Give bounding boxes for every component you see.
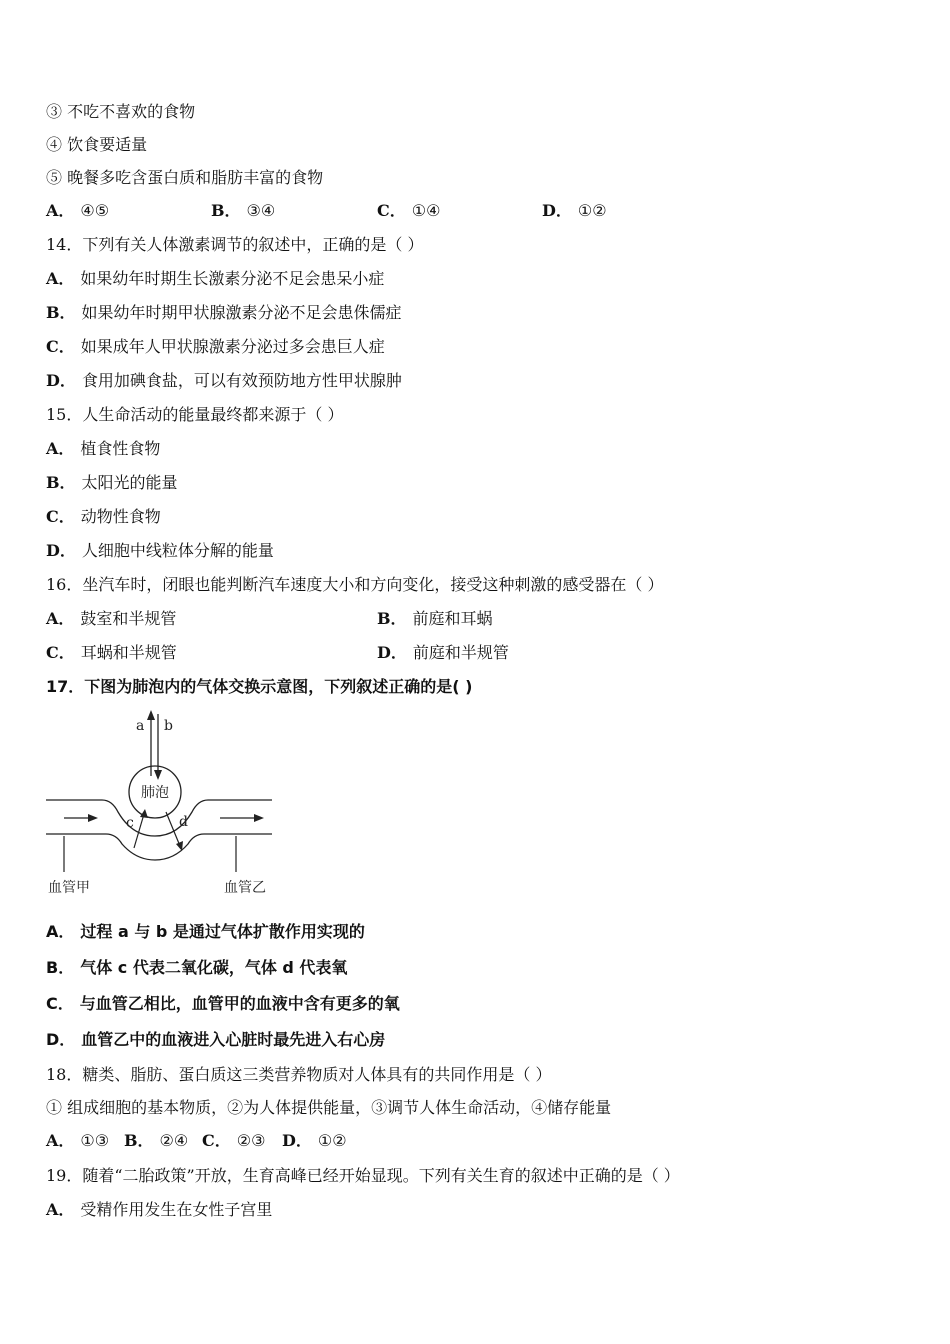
arrow-b-head bbox=[154, 770, 162, 780]
statement-4: ④ 饮食要适量 bbox=[46, 135, 148, 154]
q18-option-d[interactable]: D． ①② bbox=[282, 1131, 347, 1150]
q18-option-b[interactable]: B． ②④ bbox=[124, 1131, 189, 1150]
q15-option-c[interactable]: C． 动物性食物 bbox=[46, 507, 161, 526]
q18-stem: 18．糖类、脂肪、蛋白质这三类营养物质对人体具有的共同作用是（ ） bbox=[46, 1065, 552, 1084]
q19-stem: 19．随着“二胎政策”开放，生育高峰已经开始显现。下列有关生育的叙述中正确的是（ ） bbox=[46, 1166, 680, 1185]
q16-option-d[interactable]: D． 前庭和半规管 bbox=[377, 643, 509, 662]
q16-option-a[interactable]: A． 鼓室和半规管 bbox=[46, 609, 177, 628]
label-c: c bbox=[126, 815, 134, 831]
q13-option-b[interactable]: B． ③④ bbox=[211, 201, 276, 220]
arrow-d-head bbox=[176, 841, 183, 851]
label-alveolus: 肺泡 bbox=[141, 785, 169, 801]
q17-option-a[interactable]: A． 过程 a 与 b 是通过气体扩散作用实现的 bbox=[46, 922, 365, 941]
q14-option-b[interactable]: B． 如果幼年时期甲状腺激素分泌不足会患侏儒症 bbox=[46, 303, 402, 322]
q18-option-a[interactable]: A． ①③ bbox=[46, 1131, 110, 1150]
label-b: b bbox=[164, 718, 173, 734]
q14-option-a[interactable]: A． 如果幼年时期生长激素分泌不足会患呆小症 bbox=[46, 269, 385, 288]
q18-option-c[interactable]: C． ②③ bbox=[202, 1131, 266, 1150]
q14-option-d[interactable]: D． 食用加碘食盐，可以有效预防地方性甲状腺肿 bbox=[46, 371, 402, 390]
label-a: a bbox=[136, 718, 145, 734]
q13-option-a[interactable]: A． ④⑤ bbox=[46, 201, 110, 220]
q13-option-d[interactable]: D． ①② bbox=[542, 201, 607, 220]
statement-3: ③ 不吃不喜欢的食物 bbox=[46, 102, 196, 121]
flow-arrow-right-head bbox=[254, 814, 264, 822]
q18-statements: ① 组成细胞的基本物质，②为人体提供能量，③调节人体生命活动，④储存能量 bbox=[46, 1098, 612, 1117]
label-d: d bbox=[179, 814, 188, 830]
q17-option-b[interactable]: B． 气体 c 代表二氧化碳，气体 d 代表氧 bbox=[46, 958, 348, 977]
label-vessel-b: 血管乙 bbox=[224, 880, 266, 896]
q17-stem: 17．下图为肺泡内的气体交换示意图，下列叙述正确的是( ) bbox=[46, 677, 473, 696]
arrow-a-head bbox=[147, 710, 155, 720]
q19-option-a[interactable]: A． 受精作用发生在女性子宫里 bbox=[46, 1200, 273, 1219]
q14-stem: 14．下列有关人体激素调节的叙述中，正确的是（ ） bbox=[46, 235, 424, 254]
label-vessel-a: 血管甲 bbox=[48, 880, 90, 896]
flow-arrow-left-head bbox=[88, 814, 98, 822]
q15-option-a[interactable]: A． 植食性食物 bbox=[46, 439, 161, 458]
q16-option-b[interactable]: B． 前庭和耳蜗 bbox=[377, 609, 493, 628]
q15-option-d[interactable]: D． 人细胞中线粒体分解的能量 bbox=[46, 541, 274, 560]
vessel-lower-wall bbox=[46, 834, 272, 860]
q15-option-b[interactable]: B． 太阳光的能量 bbox=[46, 473, 178, 492]
q16-stem: 16．坐汽车时，闭眼也能判断汽车速度大小和方向变化，接受这种刺激的感受器在（ ） bbox=[46, 575, 664, 594]
q14-option-c[interactable]: C． 如果成年人甲状腺激素分泌过多会患巨人症 bbox=[46, 337, 385, 356]
statement-5: ⑤ 晚餐多吃含蛋白质和脂肪丰富的食物 bbox=[46, 168, 324, 187]
q13-option-c[interactable]: C． ①④ bbox=[377, 201, 441, 220]
q17-option-d[interactable]: D． 血管乙中的血液进入心脏时最先进入右心房 bbox=[46, 1030, 386, 1049]
q17-option-c[interactable]: C． 与血管乙相比，血管甲的血液中含有更多的氧 bbox=[46, 994, 400, 1013]
alveolus-gas-exchange-diagram bbox=[44, 708, 284, 898]
q16-option-c[interactable]: C． 耳蜗和半规管 bbox=[46, 643, 177, 662]
q15-stem: 15．人生命活动的能量最终都来源于（ ） bbox=[46, 405, 344, 424]
